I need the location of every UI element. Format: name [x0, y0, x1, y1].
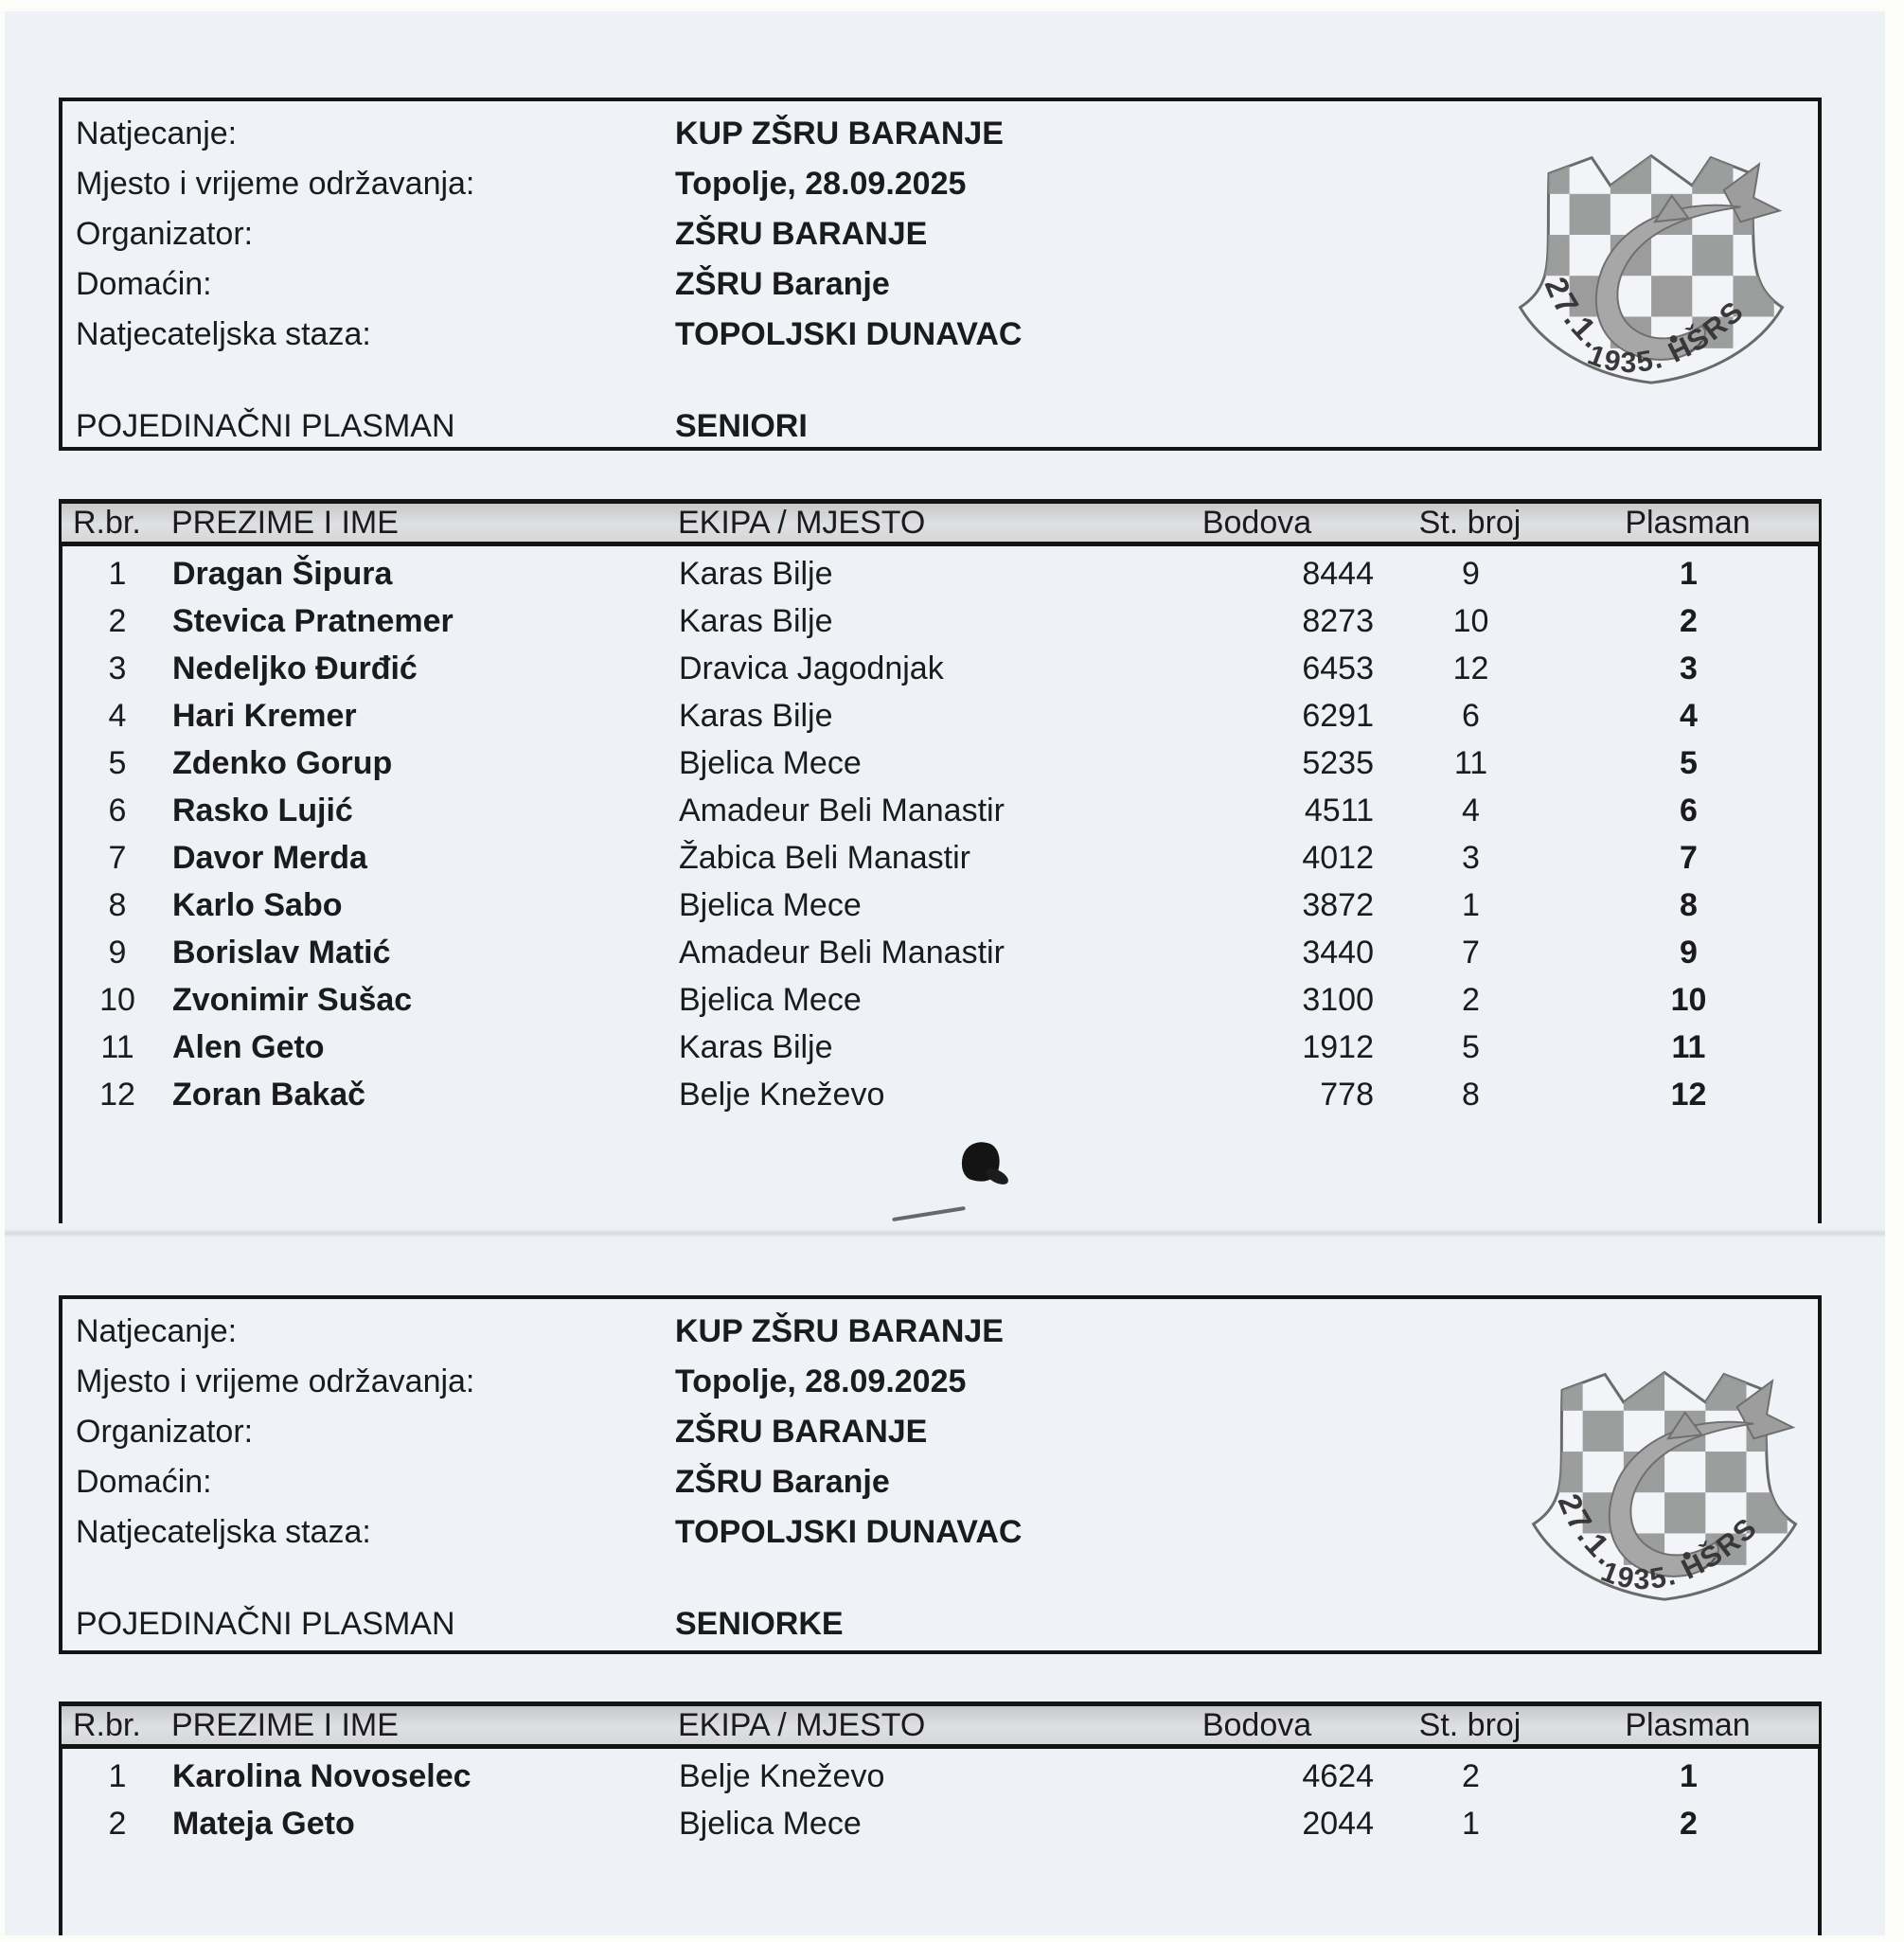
info-value: TOPOLJSKI DUNAVAC [675, 316, 1023, 352]
info-label: Organizator: [76, 216, 254, 252]
cell-plasman: 2 [1680, 1805, 1698, 1842]
cell-plasman: 9 [1680, 934, 1698, 971]
table-row [62, 739, 1818, 787]
table-row [62, 882, 1818, 929]
col-header-name: PREZIME I IME [171, 1706, 399, 1743]
cell-plasman: 12 [1670, 1076, 1707, 1113]
cell-rbr: 7 [108, 839, 127, 876]
cell-bodova: 778 [1320, 1076, 1374, 1113]
cell-stbroj: 2 [1462, 981, 1480, 1018]
scan-edge [0, 1935, 1904, 1942]
cell-bodova: 4624 [1302, 1757, 1374, 1794]
cell-plasman: 2 [1680, 602, 1698, 639]
cell-stbroj: 1 [1462, 886, 1480, 923]
cell-plasman: 1 [1680, 555, 1698, 592]
plasman-label: POJEDINAČNI PLASMAN [76, 1606, 455, 1642]
cell-rbr: 6 [108, 792, 127, 828]
cell-rbr: 12 [99, 1076, 135, 1113]
cell-team: Karas Bilje [679, 1028, 833, 1065]
cell-plasman: 8 [1680, 886, 1698, 923]
table-row [62, 1024, 1818, 1071]
cell-rbr: 1 [108, 1757, 127, 1794]
cell-stbroj: 11 [1453, 744, 1488, 781]
plasman-row [62, 401, 1818, 452]
cell-rbr: 11 [100, 1028, 134, 1065]
cell-stbroj: 6 [1462, 697, 1480, 734]
col-header-bodova: Bodova [1201, 1706, 1312, 1743]
cell-stbroj: 4 [1462, 792, 1480, 828]
cell-stbroj: 3 [1462, 839, 1480, 876]
plasman-label: POJEDINAČNI PLASMAN [76, 408, 455, 444]
col-header-team: EKIPA / MJESTO [678, 504, 926, 541]
info-label: Natjecateljska staza: [76, 316, 371, 352]
cell-name: Dragan Šipura [172, 555, 393, 592]
hsrs-club-emblem-icon [1513, 133, 1797, 393]
cell-bodova: 6453 [1302, 650, 1374, 686]
col-header-rbr: R.br. [73, 504, 141, 541]
table-row [62, 645, 1818, 692]
table-row [62, 550, 1818, 597]
cell-name: Zdenko Gorup [172, 744, 393, 781]
info-value: ZŠRU Baranje [675, 1464, 890, 1500]
cell-bodova: 2044 [1302, 1805, 1374, 1842]
info-label: Natjecanje: [76, 1313, 238, 1349]
table-row [62, 1753, 1818, 1800]
info-value: ZŠRU Baranje [675, 266, 890, 302]
table-row [62, 692, 1818, 739]
cell-stbroj: 8 [1462, 1076, 1480, 1113]
cell-plasman: 4 [1680, 697, 1698, 734]
cell-team: Karas Bilje [679, 602, 833, 639]
info-value: ZŠRU BARANJE [675, 216, 928, 252]
table-row [62, 1071, 1818, 1118]
cell-rbr: 10 [99, 981, 135, 1018]
cell-stbroj: 10 [1452, 602, 1489, 639]
table-row [62, 834, 1818, 882]
cell-rbr: 1 [108, 555, 127, 592]
table-row [62, 787, 1818, 834]
cell-name: Alen Geto [172, 1028, 325, 1065]
cell-name: Stevica Pratnemer [172, 602, 454, 639]
cell-team: Belje Kneževo [679, 1757, 885, 1794]
cell-team: Karas Bilje [679, 555, 833, 592]
cell-bodova: 3440 [1302, 934, 1374, 971]
cell-plasman: 1 [1680, 1757, 1698, 1794]
cell-name: Zvonimir Sušac [172, 981, 413, 1018]
table-row [62, 976, 1818, 1024]
cell-plasman: 5 [1680, 744, 1698, 781]
cell-name: Davor Merda [172, 839, 367, 876]
cell-stbroj: 1 [1462, 1805, 1480, 1842]
cell-name: Mateja Geto [172, 1805, 355, 1842]
cell-bodova: 3100 [1302, 981, 1374, 1018]
cell-team: Amadeur Beli Manastir [679, 934, 1005, 971]
cell-team: Bjelica Mece [679, 1805, 862, 1842]
cell-plasman: 6 [1680, 792, 1698, 828]
scan-edge [1885, 0, 1904, 1942]
cell-stbroj: 9 [1462, 555, 1480, 592]
cell-bodova: 5235 [1302, 744, 1374, 781]
cell-team: Belje Kneževo [679, 1076, 885, 1113]
info-label: Domaćin: [76, 1464, 212, 1500]
scan-edge [0, 0, 5, 1942]
cell-name: Borislav Matić [172, 934, 391, 971]
cell-stbroj: 2 [1462, 1757, 1480, 1794]
cell-rbr: 2 [108, 1805, 127, 1842]
cell-rbr: 4 [108, 697, 127, 734]
info-value: KUP ZŠRU BARANJE [675, 116, 1004, 151]
cell-rbr: 8 [108, 886, 127, 923]
cell-plasman: 11 [1671, 1028, 1706, 1065]
cell-name: Karolina Novoselec [172, 1757, 472, 1794]
col-header-plasman: Plasman [1625, 1706, 1751, 1743]
info-value: Topolje, 28.09.2025 [675, 1363, 967, 1399]
cell-plasman: 3 [1680, 650, 1698, 686]
col-header-rbr: R.br. [73, 1706, 141, 1743]
info-value: KUP ZŠRU BARANJE [675, 1313, 1004, 1349]
col-header-plasman: Plasman [1625, 504, 1751, 541]
table-row [62, 597, 1818, 645]
cell-plasman: 10 [1670, 981, 1707, 1018]
info-value: ZŠRU BARANJE [675, 1414, 928, 1450]
table-body [59, 546, 1822, 1223]
cell-bodova: 4012 [1302, 839, 1374, 876]
cell-team: Amadeur Beli Manastir [679, 792, 1005, 828]
col-header-bodova: Bodova [1201, 504, 1312, 541]
scan-edge [0, 0, 1904, 11]
info-value: Topolje, 28.09.2025 [675, 166, 967, 202]
cell-name: Rasko Lujić [172, 792, 353, 828]
hsrs-club-emblem-icon [1526, 1349, 1810, 1610]
table-row [62, 1800, 1818, 1847]
info-label: Domaćin: [76, 266, 212, 302]
cell-name: Hari Kremer [172, 697, 357, 734]
cell-name: Nedeljko Đurđić [172, 650, 418, 686]
col-header-stbroj: St. broj [1418, 504, 1521, 541]
cell-team: Karas Bilje [679, 697, 833, 734]
cell-rbr: 5 [108, 744, 127, 781]
cell-stbroj: 7 [1462, 934, 1480, 971]
cell-bodova: 6291 [1302, 697, 1374, 734]
col-header-stbroj: St. broj [1418, 1706, 1521, 1743]
info-label: Mjesto i vrijeme održavanja: [76, 1363, 475, 1399]
info-value: TOPOLJSKI DUNAVAC [675, 1514, 1023, 1550]
col-header-name: PREZIME I IME [171, 504, 399, 541]
cell-bodova: 1912 [1302, 1028, 1374, 1065]
info-label: Natjecanje: [76, 116, 238, 151]
col-header-team: EKIPA / MJESTO [678, 1706, 926, 1743]
table-header-row [59, 499, 1822, 546]
info-label: Natjecateljska staza: [76, 1514, 371, 1550]
cell-bodova: 4511 [1304, 792, 1374, 828]
info-label: Organizator: [76, 1414, 254, 1450]
results-table-seniorke [59, 1701, 1822, 1942]
page-seam [0, 1229, 1904, 1238]
cell-team: Bjelica Mece [679, 981, 862, 1018]
cell-team: Dravica Jagodnjak [679, 650, 944, 686]
category-label: SENIORKE [675, 1606, 844, 1642]
cell-name: Zoran Bakač [172, 1076, 366, 1113]
table-header-row [59, 1701, 1822, 1749]
cell-bodova: 3872 [1302, 886, 1374, 923]
cell-plasman: 7 [1680, 839, 1698, 876]
cell-team: Bjelica Mece [679, 886, 862, 923]
cell-stbroj: 5 [1462, 1028, 1480, 1065]
results-table-seniori [59, 499, 1822, 1223]
category-label: SENIORI [675, 408, 808, 444]
cell-bodova: 8444 [1302, 555, 1374, 592]
cell-bodova: 8273 [1302, 602, 1374, 639]
cell-team: Žabica Beli Manastir [679, 839, 971, 876]
table-body [59, 1749, 1822, 1942]
cell-name: Karlo Sabo [172, 886, 343, 923]
cell-rbr: 2 [108, 602, 127, 639]
table-row [62, 929, 1818, 976]
info-label: Mjesto i vrijeme održavanja: [76, 166, 475, 202]
cell-team: Bjelica Mece [679, 744, 862, 781]
cell-rbr: 3 [108, 650, 127, 686]
cell-rbr: 9 [108, 934, 127, 971]
cell-stbroj: 12 [1452, 650, 1489, 686]
